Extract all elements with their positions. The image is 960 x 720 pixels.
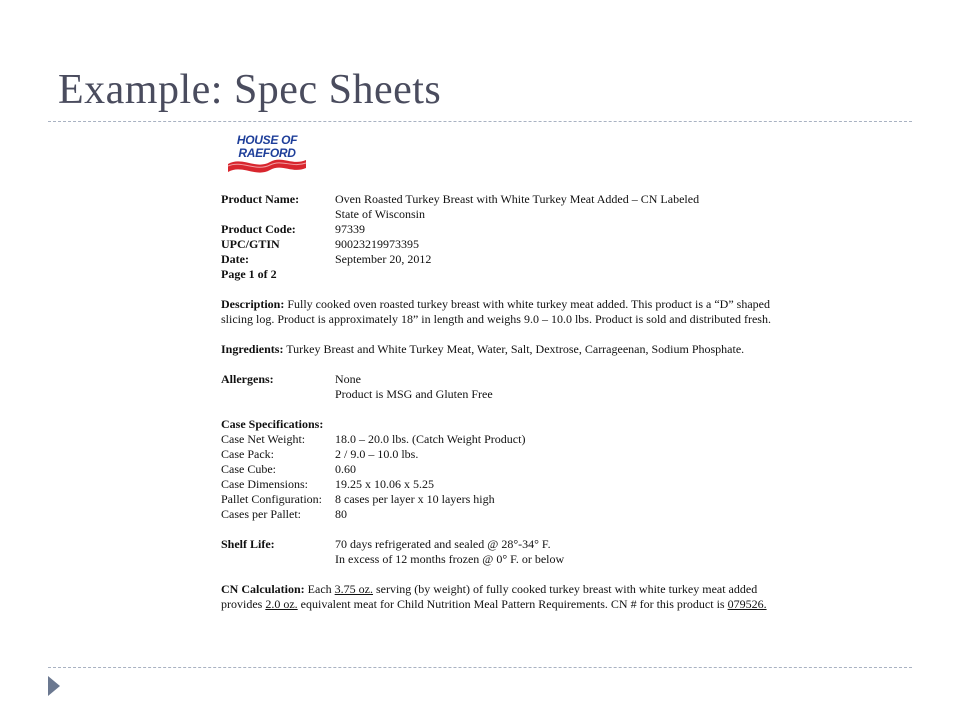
shelf-life-frozen: In excess of 12 months frozen @ 0° F. or below: [335, 552, 565, 566]
cn-serving-size: 3.75 oz.: [334, 582, 373, 596]
case-spec-label: Cases per Pallet:: [221, 507, 301, 521]
allergens-value: None: [335, 372, 361, 386]
case-spec-row: [221, 492, 781, 507]
case-spec-label: Case Pack:: [221, 447, 274, 461]
case-spec-value: 80: [335, 507, 347, 521]
upc-row: [221, 237, 781, 252]
date-row: [221, 252, 781, 267]
case-spec-label: Case Net Weight:: [221, 432, 306, 446]
page-indicator: Page 1 of 2: [221, 267, 277, 281]
case-spec-row: [221, 462, 781, 477]
cn-calculation-paragraph: CN Calculation: Each 3.75 oz. serving (by weight) of fully cooked turkey breast with white turkey meat added provides 2.0 oz. equivalent meat for Child Nutrition Meal Pattern Requirements. CN # for this product is 079526.: [221, 582, 767, 611]
cn-label: CN Calculation:: [221, 582, 305, 596]
case-spec-value: 19.25 x 10.06 x 5.25: [335, 477, 434, 491]
description-text: Fully cooked oven roasted turkey breast with white turkey meat added. This product is a “D” shaped slicing log. Product is approximately 18” in length and weighs 9.0 – 10.0 lbs. Product is sold and distributed fresh.: [221, 297, 771, 326]
product-code-value: 97339: [335, 222, 365, 236]
case-spec-row: [221, 432, 781, 447]
product-name-state: State of Wisconsin: [335, 207, 425, 221]
description-label: Description:: [221, 297, 285, 311]
cn-number: 079526.: [727, 597, 767, 611]
upc-value: 90023219973395: [335, 237, 419, 251]
allergens-note: Product is MSG and Gluten Free: [335, 387, 493, 401]
slide-bullet-icon: [48, 676, 60, 696]
product-code-label: Product Code:: [221, 222, 296, 236]
case-specs-heading: Case Specifications:: [221, 417, 324, 431]
ingredients-paragraph: [221, 342, 781, 357]
allergens-row: [221, 372, 781, 402]
date-value: September 20, 2012: [335, 252, 432, 266]
ingredients-label: Ingredients:: [221, 342, 284, 356]
shelf-life-refrigerated: 70 days refrigerated and sealed @ 28°-34° F.: [335, 537, 551, 551]
case-spec-label: Case Cube:: [221, 462, 276, 476]
allergens-label: Allergens:: [221, 372, 274, 386]
product-name-row: [221, 192, 781, 222]
title-divider: [48, 121, 912, 122]
case-spec-value: 8 cases per layer x 10 layers high: [335, 492, 495, 506]
product-code-row: [221, 222, 781, 237]
case-spec-row: [221, 507, 781, 522]
ingredients-text: Turkey Breast and White Turkey Meat, Water, Salt, Dextrose, Carrageenan, Sodium Phosphate.: [283, 342, 745, 356]
case-specs-list: [221, 432, 781, 522]
footer-divider: [48, 667, 912, 668]
upc-label: UPC/GTIN: [221, 237, 280, 251]
case-spec-label: Pallet Configuration:: [221, 492, 322, 506]
logo-line-2: RAEFORD: [238, 146, 296, 160]
description-paragraph: [221, 297, 781, 327]
case-spec-value: 18.0 – 20.0 lbs. (Catch Weight Product): [335, 432, 526, 446]
house-of-raeford-logo: [226, 130, 308, 178]
case-spec-row: [221, 477, 781, 492]
cn-meat-equivalent: 2.0 oz.: [265, 597, 298, 611]
logo-line-1: HOUSE OF: [236, 133, 298, 147]
date-label: Date:: [221, 252, 249, 266]
product-name-label: Product Name:: [221, 192, 300, 206]
product-name-value: Oven Roasted Turkey Breast with White Turkey Meat Added – CN Labeled: [335, 192, 700, 206]
case-spec-row: [221, 447, 781, 462]
shelf-life-label: Shelf Life:: [221, 537, 275, 551]
spec-sheet-document: [221, 130, 781, 612]
slide-title: Example: Spec Sheets: [58, 67, 442, 113]
case-spec-value: 2 / 9.0 – 10.0 lbs.: [335, 447, 419, 461]
case-spec-value: 0.60: [335, 462, 356, 476]
shelf-life-row: [221, 537, 781, 567]
case-spec-label: Case Dimensions:: [221, 477, 308, 491]
